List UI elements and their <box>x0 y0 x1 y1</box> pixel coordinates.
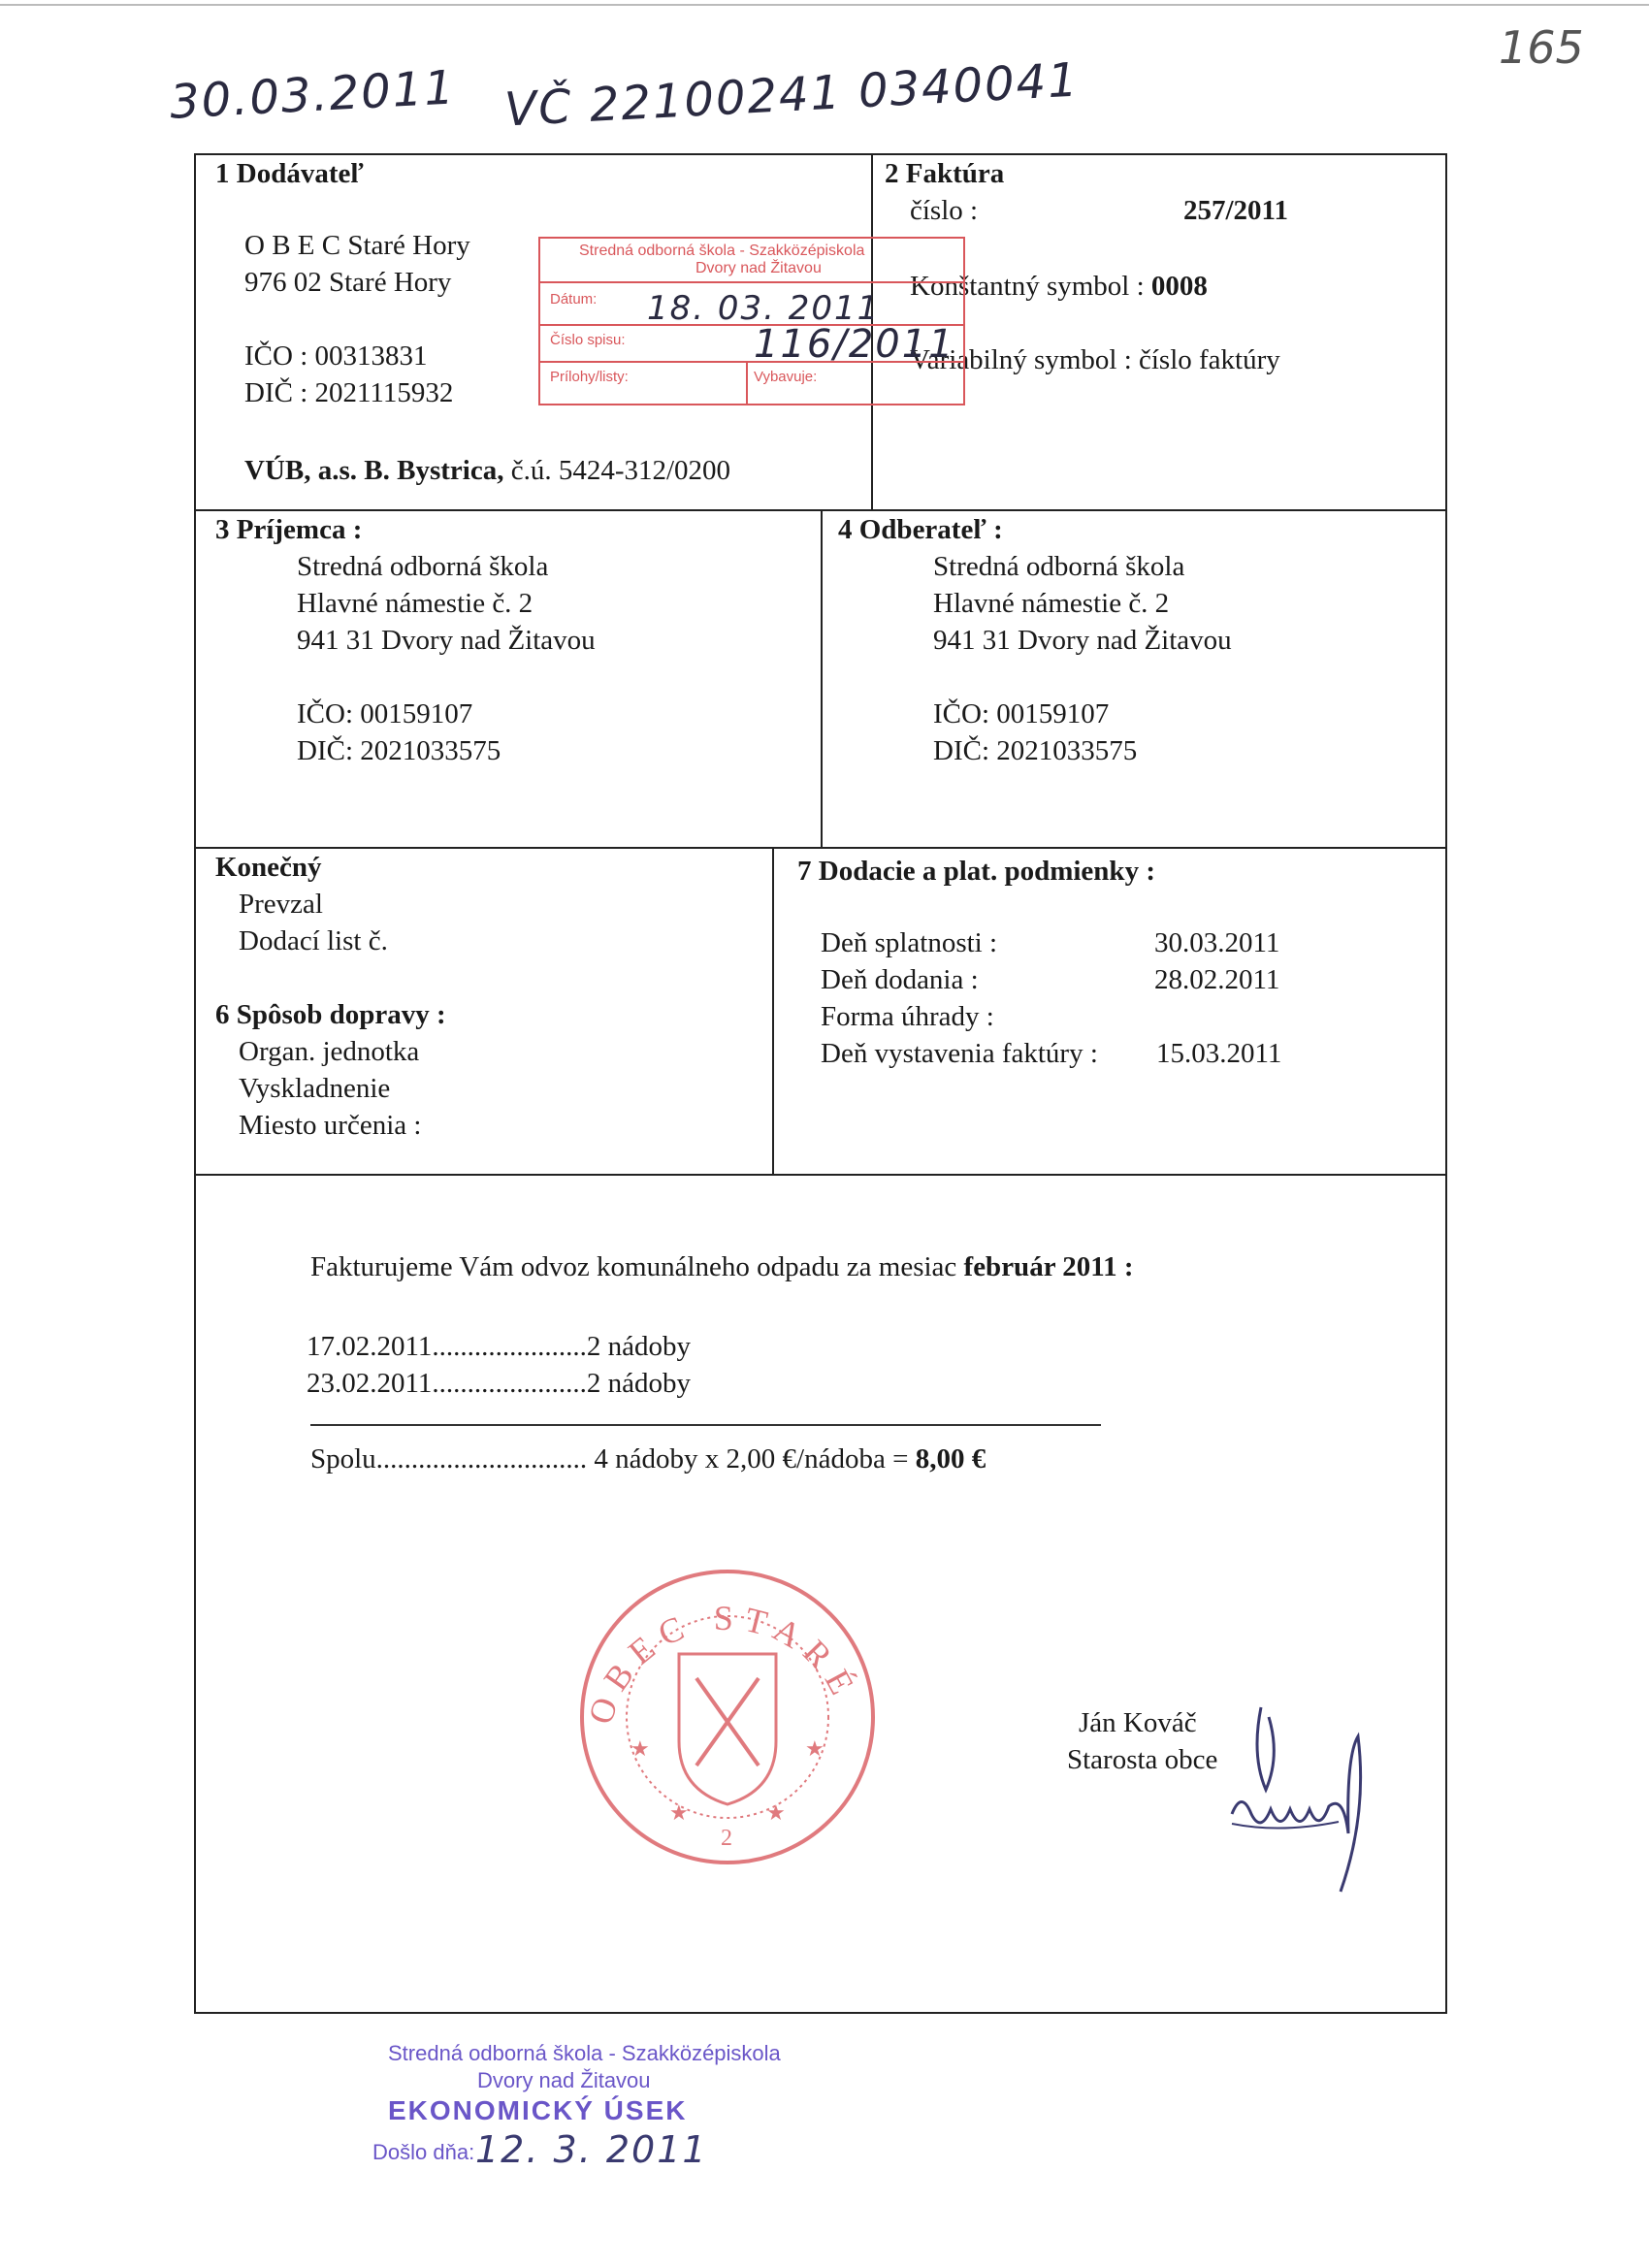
divider-after-parties <box>194 847 1447 849</box>
municipal-seal <box>572 1562 883 1872</box>
body-total-text: Spolu.............................. 4 nádoby x 2,00 €/nádoba = <box>310 1443 909 1474</box>
body-total <box>310 1441 986 1477</box>
recipient-heading: 3 Príjemca : <box>215 514 363 545</box>
receipt-stamp-department: EKONOMICKÝ ÚSEK <box>388 2095 688 2125</box>
supplier-bank-name: VÚB, a.s. B. Bystrica, <box>244 455 504 486</box>
registry-stamp-divider <box>746 361 748 405</box>
supplier-bank-account: č.ú. 5424-312/0200 <box>510 455 731 486</box>
registry-file-label: Číslo spisu: <box>550 332 626 348</box>
body-intro-text: Fakturujeme Vám odvoz komunálneho odpadu za mesiac <box>310 1251 957 1282</box>
body-item: 17.02.2011......................2 nádoby <box>307 1331 692 1362</box>
svg-text:★: ★ <box>766 1800 786 1825</box>
transport-line: Vyskladnenie <box>239 1073 391 1104</box>
supplier-name: O B E C Staré Hory <box>244 230 470 261</box>
recipient-line: Hlavné námestie č. 2 <box>297 588 534 619</box>
registry-date-value: 18. 03. 2011 <box>647 289 881 328</box>
terms-label: Forma úhrady : <box>821 1001 994 1032</box>
supplier-bank <box>244 452 730 489</box>
transport-line: Miesto určenia : <box>239 1110 422 1141</box>
terms-value: 15.03.2011 <box>1156 1038 1282 1069</box>
seal-ring-text: OBEC STARÉ <box>580 1598 867 1730</box>
divider-recipient-customer <box>821 509 823 847</box>
recipient-dic: DIČ: 2021033575 <box>297 735 501 766</box>
terms-label: Deň dodania : <box>821 964 979 995</box>
terms-label: Deň vystavenia faktúry : <box>821 1038 1098 1069</box>
svg-text:★: ★ <box>630 1736 650 1761</box>
body-intro <box>310 1248 1134 1285</box>
handwritten-signature <box>1222 1698 1387 1911</box>
registry-stamp-rule <box>540 281 963 283</box>
constant-symbol-value: 0008 <box>1150 271 1208 302</box>
receipt-stamp-label: Došlo dňa: <box>372 2140 475 2164</box>
registry-stamp-rule <box>540 361 963 363</box>
customer-dic: DIČ: 2021033575 <box>933 735 1138 766</box>
handwritten-page-number: 165 <box>1499 21 1584 74</box>
body-total-amount: 8,00 € <box>915 1443 986 1474</box>
registry-stamp <box>538 237 965 405</box>
final-line: Prevzal <box>239 889 323 920</box>
handwritten-reference: VČ 22100241 0340041 <box>502 52 1082 138</box>
customer-heading: 4 Odberateľ : <box>838 514 1003 545</box>
svg-text:★: ★ <box>669 1800 689 1825</box>
registry-stamp-line2: Dvory nad Žitavou <box>695 260 822 276</box>
signatory-title: Starosta obce <box>1067 1744 1218 1775</box>
invoice-number-label: číslo : <box>910 195 979 226</box>
variable-symbol: Variabilný symbol : číslo faktúry <box>910 344 1280 375</box>
transport-heading: 6 Spôsob dopravy : <box>215 999 446 1030</box>
recipient-line: 941 31 Dvory nad Žitavou <box>297 625 596 656</box>
customer-line: 941 31 Dvory nad Žitavou <box>933 625 1232 656</box>
supplier-heading: 1 Dodávateľ <box>215 158 364 189</box>
recipient-ico: IČO: 00159107 <box>297 698 473 729</box>
customer-line: Hlavné námestie č. 2 <box>933 588 1170 619</box>
total-rule <box>310 1424 1101 1426</box>
transport-line: Organ. jednotka <box>239 1036 420 1067</box>
invoice-number: 257/2011 <box>1183 195 1288 226</box>
seal-graphic <box>572 1562 883 1872</box>
supplier-address: 976 02 Staré Hory <box>244 267 452 298</box>
invoice-heading: 2 Faktúra <box>885 158 1005 189</box>
body-item: 23.02.2011......................2 nádoby <box>307 1368 692 1399</box>
seal-number: 2 <box>721 1826 732 1851</box>
recipient-line: Stredná odborná škola <box>297 551 549 582</box>
registry-attach-label: Prílohy/listy: <box>550 369 629 385</box>
registry-stamp-line1: Stredná odborná škola - Szakközépiskola <box>579 243 865 259</box>
final-line: Dodací list č. <box>239 925 388 956</box>
supplier-ico: IČO : 00313831 <box>244 340 428 372</box>
constant-symbol-label: Konštantný symbol : <box>910 271 1145 302</box>
customer-line: Stredná odborná škola <box>933 551 1185 582</box>
handwritten-date: 30.03.2011 <box>168 60 458 130</box>
supplier-dic: DIČ : 2021115932 <box>244 377 454 408</box>
registry-date-label: Dátum: <box>550 291 598 308</box>
registry-handles-label: Vybavuje: <box>754 369 818 385</box>
customer-ico: IČO: 00159107 <box>933 698 1110 729</box>
terms-value: 30.03.2011 <box>1154 927 1280 958</box>
receipt-stamp-line1: Stredná odborná škola - Szakközépiskola <box>388 2041 781 2065</box>
terms-value: 28.02.2011 <box>1154 964 1280 995</box>
final-heading: Konečný <box>215 852 322 883</box>
divider-transport-terms <box>772 847 774 1174</box>
body-intro-month: február 2011 : <box>963 1251 1134 1282</box>
terms-heading: 7 Dodacie a plat. podmienky : <box>797 856 1155 887</box>
signatory-name: Ján Kováč <box>1079 1707 1197 1738</box>
svg-text:★: ★ <box>805 1736 824 1761</box>
registry-file-value: 116/2011 <box>754 322 955 367</box>
receipt-stamp-line2: Dvory nad Žitavou <box>477 2068 651 2092</box>
receipt-stamp-date: 12. 3. 2011 <box>475 2128 708 2171</box>
scan-edge <box>0 4 1649 6</box>
terms-label: Deň splatnosti : <box>821 927 998 958</box>
divider-after-terms <box>194 1174 1447 1176</box>
